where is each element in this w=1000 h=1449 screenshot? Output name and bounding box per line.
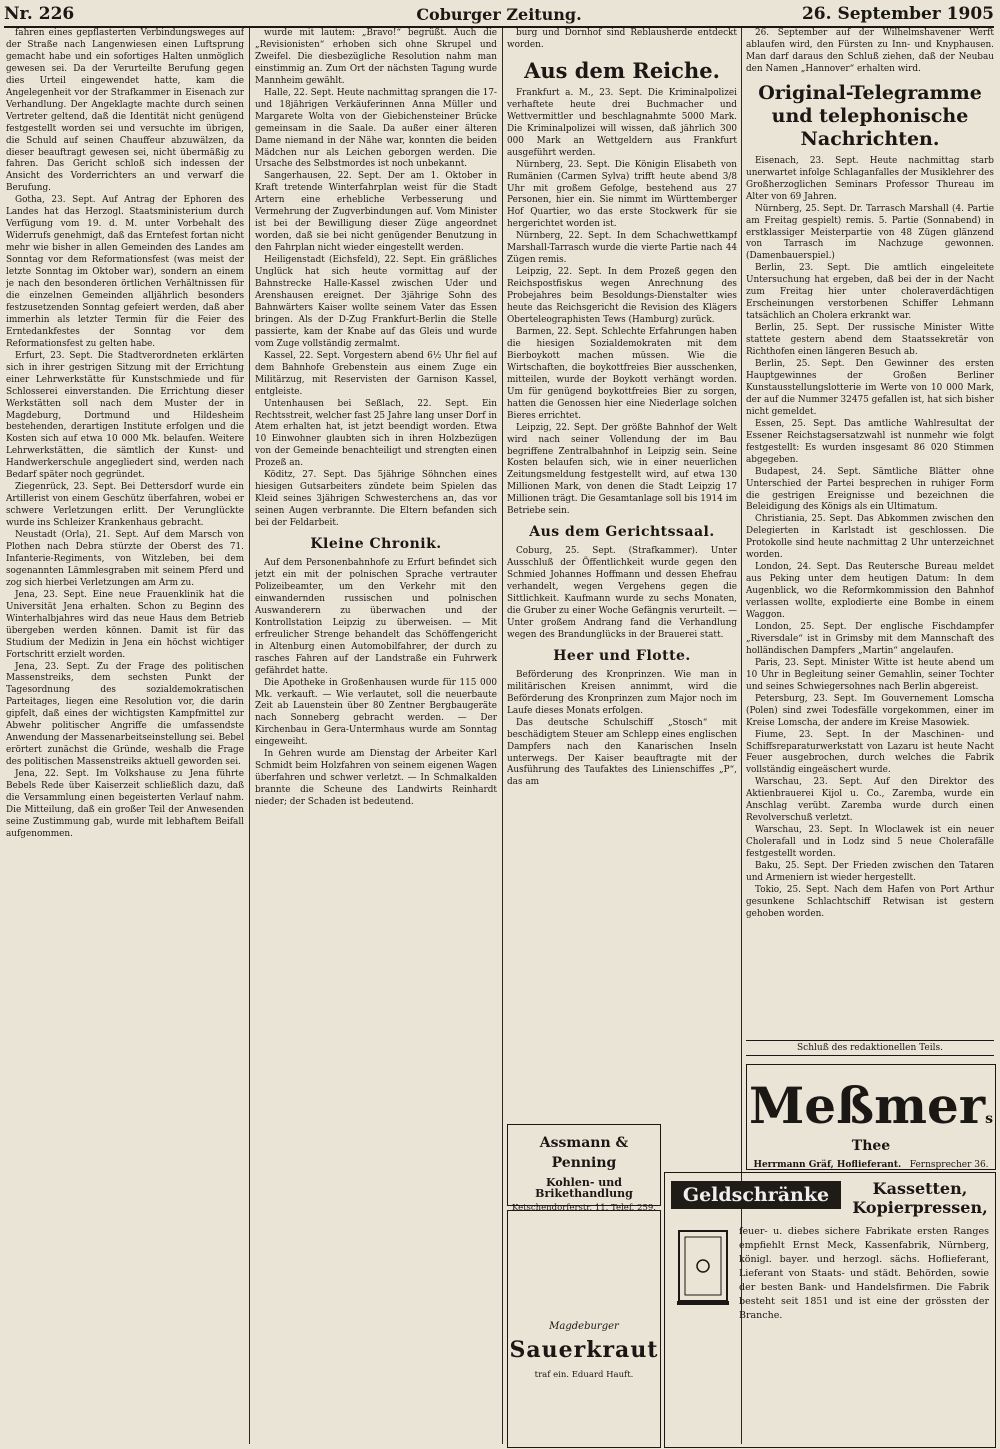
article-paragraph: burg und Dornhof sind Reblausherde entdeckt worden.: [507, 28, 737, 50]
ad-sauerkraut-line3: traf ein. Eduard Hauft.: [534, 1370, 634, 1380]
safe-icon: [673, 1221, 733, 1311]
section-heading-reiche: Aus dem Reiche.: [524, 57, 720, 83]
article-paragraph: Budapest, 24. Sept. Sämtliche Blätter ohne Unterschied der Partei besprechen in ruhiger Form die gestrigen Ereignisse und bezeichnen die Beleidigung des Königs als ein Ultimatum.: [746, 466, 994, 513]
article-paragraph: Essen, 25. Sept. Das amtliche Wahlresultat der Essener Reichstagsersatzwahl ist nunmehr wie folgt festgestellt: Es wurden insgesamt 86 020 Stimmen abgegeben.: [746, 418, 994, 465]
article-paragraph: Eisenach, 23. Sept. Heute nachmittag starb unerwartet infolge Schlaganfalles der Musiklehrer des Großherzoglichen Seminars Professor Thureau im Alter von 69 Jahren.: [746, 155, 994, 202]
article-paragraph: Petersburg, 23. Sept. Im Gouvernement Lomscha (Polen) sind zwei Todesfälle vorgekommen, einer im Kreise Lomscha, der andere im Kreise Masowiek.: [746, 693, 994, 728]
article-paragraph: Neustadt (Orla), 21. Sept. Auf dem Marsch von Plothen nach Debra stürzte der Oberst des 71. Infanterie-Regiments, von Witzleben, bei dem sogenannten Lämmlesgraben mit seinem Pferd und zog sich hierbei Verletzungen am Arm zu.: [6, 530, 244, 588]
ad-messmer-seller: Herrmann Gräf, Hoflieferant.: [753, 1160, 902, 1170]
ad-geldschraenke-text: feuer- u. diebes sichere Fabrikate ersten Ranges empfiehlt Ernst Meck, Kassenfabrik, Nürnberg, königl. bayer. und herzogl. sächs. Hoflieferant, Lieferant von Staats- und städt. Behörden, sowie der besten Bank- und Handelsfirmen. Die Fabrik besteht seit 1851 und ist eine der grössten der Branche.: [739, 1226, 989, 1321]
article-paragraph: Warschau, 23. Sept. In Wloclawek ist ein neuer Cholerafall und in Lodz sind 5 neue Cholerafälle festgestellt worden.: [746, 825, 994, 860]
editorial-end-text: Schluß des redaktionellen Teils.: [797, 1043, 943, 1053]
article-paragraph: Berlin, 23. Sept. Die amtlich eingeleitete Untersuchung hat ergeben, daß bei der in der Nacht zum Freitag hier unter choleraverdächtigen Erscheinungen verstorbenen Schiffer Lehmann tatsächlich an Cholera erkrankt war.: [746, 263, 994, 322]
article-paragraph: Das deutsche Schulschiff „Stosch“ mit beschädigtem Steuer am Schlepp eines englischen Dampfers nach den Kanarischen Inseln unterwegs. Der Kaiser beauftragte mit der Ausführung des Taufaktes des Linienschiffes „P“, das am: [507, 717, 737, 788]
article-paragraph: Jena, 23. Sept. Eine neue Frauenklinik hat die Universität Jena erhalten. Schon zu Beginn des Winterhalbjahres wird das neue Haus dem Betrieb übergeben werden können. Damit ist für das Studium der Medizin in Jena ein höchst wichtiger Fortschritt erzielt worden.: [6, 589, 244, 660]
column-4: [746, 28, 994, 1036]
column-2: [255, 28, 497, 1446]
article-paragraph: wurde mit lautem: „Bravo!“ begrüßt. Auch die „Revisionisten“ erhoben sich ohne Skrupel und Zweifel. Die diesbezügliche Resolution nahm man einstimmig an. Zum Ort der nächsten Tagung wurde Mannheim gewählt.: [255, 28, 497, 86]
ad-messmer-suffix: s Thee: [851, 1111, 994, 1154]
newspaper-title: Coburger Zeitung.: [416, 5, 582, 24]
article-paragraph: London, 25. Sept. Der englische Fischdampfer „Riversdale“ ist in Grimsby mit dem Mannschaft des holländischen Dampfers „Martin“ angelaufen.: [746, 621, 994, 656]
ad-geldschraenke-title: Geldschränke: [671, 1181, 841, 1209]
article-paragraph: Halle, 22. Sept. Heute nachmittag sprangen die 17- und 18jährigen Verkäuferinnen Anna Müller und Margarete Wolta von der Giebichensteiner Brücke gemeinsam in die Saale. Da außer einer älteren Dame niemand in der Nähe war, konnten die beiden Mädchen nur als Leichen geborgen werden. Die Ursache des Selbstmordes ist noch unbekannt.: [255, 87, 497, 170]
article-paragraph: Leipzig, 22. Sept. Der größte Bahnhof der Welt wird nach seiner Vollendung der im Bau begriffene Zentralbahnhof in Leipzig sein. Seine Kosten belaufen sich, wie in einer neuerlichen Zeitungsmeldung festgestellt wird, auf etwa 130 Millionen Mark, von denen die Stadt Leipzig 17 Millionen trägt. Die Gesamtanlage soll bis 1914 im Betriebe sein.: [507, 422, 737, 517]
article-paragraph: Baku, 25. Sept. Der Frieden zwischen den Tataren und Armeniern ist wieder hergestellt.: [746, 861, 994, 883]
ad-assmann-line2: Kohlen- und Brikethandlung: [535, 1176, 633, 1200]
article-paragraph: fahren eines gepflasterten Verbindungsweges auf der Straße nach Langenwiesen einen Luftsprung gemacht habe und ein sofortiges Halten unmöglich gewesen sei. Da der Verurteilte Berufung gegen dies Urteil eingewendet hatte, kam die Angelegenheit vor der Strafkammer in Eisenach zur Verhandlung. Der Angeklagte machte durch seinen Vertreter geltend, daß die Identität nicht genügend festgestellt worden sei und versuchte im übrigen, die Schuld auf seinen Chauffeur abzuwälzen, da dieser beauftragt gewesen sei, nicht übermäßig zu fahren. Das Gericht schloß sich indessen der Ansicht des Vorderrichters an und verwarf die Berufung.: [6, 28, 244, 194]
article-paragraph: Leipzig, 22. Sept. In dem Prozeß gegen den Reichspostfiskus wegen Anrechnung des Probejahres beim Besoldungs-Dienstalter wies heute das Reichsgericht die Revision des Klägers Oberteleographisten Tews (Hamburg) zurück.: [507, 267, 737, 326]
article-paragraph: Kassel, 22. Sept. Vorgestern abend 6½ Uhr fiel auf dem Bahnhofe Grebenstein aus einem Zuge ein Militärzug, mit Reservisten der Garnison Kassel, entgleiste.: [255, 350, 497, 397]
issue-number: Nr. 226: [4, 4, 75, 24]
article-paragraph: Heiligenstadt (Eichsfeld), 22. Sept. Ein gräßliches Unglück hat sich heute vormittag auf der Bahnstrecke Halle-Kassel zwischen Uder und Arenshausen ereignet. Der 3jährige Sohn des Bahnwärters Kaiser wollte seinem Vater das Essen bringen. Als der D-Zug Frankfurt-Berlin die Stelle passierte, kam der Knabe auf das Gleis und wurde vom Zuge vollständig zermalmt.: [255, 255, 497, 349]
article-paragraph: Nürnberg, 25. Sept. Dr. Tarrasch Marshall (4. Partie am Freitag gespielt) remis. 5. Partie (Sonnabend) in erstklassiger Meisterpartie von 48 Zügen glänzend von Tarrasch im Nachzuge gewonnen. (Damenbauerspiel.): [746, 203, 994, 262]
column-1: [6, 28, 244, 1446]
ad-geldschraenke-right1: Kassetten,: [872, 1179, 968, 1198]
section-heading-chronik: Kleine Chronik.: [310, 536, 442, 553]
article-paragraph: Paris, 23. Sept. Minister Witte ist heute abend um 10 Uhr in Begleitung seiner Gemahlin, seiner Tochter und seines Schwiegersohnes nach Berlin abgereist.: [746, 657, 994, 692]
article-paragraph: Coburg, 25. Sept. (Strafkammer). Unter Ausschluß der Öffentlichkeit wurde gegen den Schmied Johannes Hoffmann und dessen Ehefrau verhandelt, wegen Vergehens gegen die Sittlichkeit. Kaufmann wurde zu sechs Monaten, die Gruber zu einer Woche Gefängnis verurteilt. — Unter großem Andrang fand die Verhandlung wegen des Brandunglücks in der Brauerei statt.: [507, 546, 737, 640]
ad-geldschraenke: [664, 1172, 996, 1448]
article-paragraph: Berlin, 25. Sept. Den Gewinner des ersten Hauptgewinnes der Großen Berliner Kunstausstellungslotterie im Werte von 10 000 Mark, der auf die Nummer 32475 gefallen ist, hat sich bisher nicht gemeldet.: [746, 359, 994, 417]
article-paragraph: Nürnberg, 23. Sept. Die Königin Elisabeth von Rumänien (Carmen Sylva) trifft heute abend 3/8 Uhr mit großem Gefolge, bestehend aus 27 Personen, hier ein. Sie nimmt im Württemberger Hof Quartier, wo das erste Stockwerk für sie hergerichtet worden ist.: [507, 159, 737, 230]
divider: [746, 1040, 994, 1041]
ad-sauerkraut-line2: Sauerkraut: [509, 1337, 659, 1363]
article-paragraph: Jena, 23. Sept. Zu der Frage des politischen Massenstreiks, dem sechsten Punkt der Tagesordnung des sozialdemokratischen Parteitages, liegen eine Resolution vor, die darin gipfelt, daß eines der wichtigsten Kampfmittel zur Abwehr politischer Angriffe die umfassendste Anwendung der Massenarbeitseinstellung sei. Bebel erörtert zunächst die Gründe, weshalb die Frage des politischen Massenstreiks aktuell geworden sei.: [6, 661, 244, 768]
article-paragraph: Frankfurt a. M., 23. Sept. Die Kriminalpolizei verhaftete heute drei Buchmacher und Wettvermittler und beschlagnahmte 5000 Mark. Die Kriminalpolizei will wissen, daß jährlich 300 000 Mark an Wettgeldern aus Frankfurt ausgeführt werden.: [507, 87, 737, 158]
ad-messmer-phone: Fernsprecher 36.: [909, 1160, 989, 1170]
column-rule: [502, 28, 503, 1444]
column-3: [507, 28, 737, 1116]
article-paragraph: In Gehren wurde am Dienstag der Arbeiter Karl Schmidt beim Holzfahren von seinem eigenen Wagen überfahren und schwer verletzt. — In Schmalkalden brannte die Scheune des Landwirts Reinhardt nieder; der Schaden ist bedeutend.: [255, 749, 497, 808]
column-rule: [249, 28, 250, 1444]
article-paragraph: London, 24. Sept. Das Reutersche Bureau meldet aus Peking unter dem heutigen Datum: In dem Augenblick, wo die Reformkommission den Bahnhof verlassen wollte, explodierte eine Bombe in einem Waggon.: [746, 562, 994, 621]
ad-sauerkraut: [507, 1210, 661, 1448]
section-heading-gerichtssaal: Aus dem Gerichtssaal.: [529, 524, 715, 541]
article-paragraph: Die Apotheke in Großenhausen wurde für 115 000 Mk. verkauft. — Wie verlautet, soll die neuerbaute Zeit ab Lauenstein über 80 Zentner Bergbaugeräte nach Sonneberg gebracht werden. — Der Kirchenbau in Gera-Untermhaus wurde am Sonntag eingeweiht.: [255, 677, 497, 748]
article-paragraph: 26. September auf der Wilhelmshavener Werft ablaufen wird, den Fürsten zu Inn- und Knyphausen. Man darf daraus den Schluß ziehen, daß der Neubau den Namen „Hannover“ erhalten wird.: [746, 28, 994, 74]
article-paragraph: Sangerhausen, 22. Sept. Der am 1. Oktober in Kraft tretende Winterfahrplan weist für die Stadt Artern eine erhebliche Verbesserung und Vermehrung der Zugverbindungen auf. Vom Minister ist bei der Bewilligung dieser Züge angeordnet worden, daß sie bei nicht genügender Benutzung in den Fahrplan nicht wieder eingestellt werden.: [255, 171, 497, 254]
ad-assmann-name: Assmann & Penning: [539, 1135, 629, 1171]
issue-date: 26. September 1905: [801, 4, 994, 24]
ad-assmann-line3: Ketschendorferstr. 11. Telef. 259.: [511, 1203, 657, 1213]
article-paragraph: Erfurt, 23. Sept. Die Stadtverordneten erklärten sich in ihrer gestrigen Sitzung mit der Errichtung einer Lehrwerkstätte für Kunstschmiede und für Schlosserei einverstanden. Die Errichtung dieser Werkstätten soll nach dem Muster der in Magdeburg, Dortmund und Hildesheim bestehenden, derartigen Institute erfolgen und die Kosten sich auf etwa 10 000 Mk. belaufen. Weitere Lehrwerkstätten, die sämtlich der Kunst- und Handwerkerschule angegliedert sind, werden nach Bedarf später noch gegründet.: [6, 350, 244, 481]
article-paragraph: Tokio, 25. Sept. Nach dem Hafen von Port Arthur gesunkene Schlachtschiff Retwisan ist gestern gehoben worden.: [746, 884, 994, 919]
editorial-end-marker: [746, 1040, 994, 1056]
ad-messmer: [746, 1064, 996, 1170]
article-paragraph: Warschau, 23. Sept. Auf den Direktor des Aktienbrauerei Kijol u. Co., Zaremba, wurde ein Anschlag verübt. Zaremba wurde durch einen Revolverschuß verletzt.: [746, 777, 994, 824]
article-paragraph: Berlin, 25. Sept. Der russische Minister Witte stattete gestern abend dem Staatssekretär von Richthofen einen längeren Besuch ab.: [746, 323, 994, 358]
article-paragraph: Ziegenrück, 23. Sept. Bei Dettersdorf wurde ein Artillerist von einem Geschütz überfahren, wobei er schwere Verletzungen erlitt. Der Verunglückte wurde ins Schleizer Krankenhaus gebracht.: [6, 482, 244, 529]
article-paragraph: Untenhausen bei Seßlach, 22. Sept. Ein Rechtsstreit, welcher fast 25 Jahre lang unser Dorf in Atem erhalten hat, ist jetzt beendigt worden. Etwa 10 Einwohner glaubten sich in ihren Holzbezügen von der Gemeinde benachteiligt und strengten einen Prozeß an.: [255, 398, 497, 469]
article-paragraph: Köditz, 27. Sept. Das 5jährige Söhnchen eines hiesigen Gutsarbeiters zündete beim Spielen das Kleid seines 3jährigen Schwesterchens an, das vor seinen Augen verbrannte. Die Eltern befanden sich bei der Feldarbeit.: [255, 470, 497, 529]
article-paragraph: Auf dem Personenbahnhofe zu Erfurt befindet sich jetzt ein mit der polnischen Sprache vertrauter Polizeibeamter, um den Verkehr mit den einwandernden russischen und polnischen Auswanderern zu überwachen und der Kontrollstation Leipzig zu überweisen. — Mit erfreulicher Strenge behandelt das Schöffengericht in Altenburg einen Automobilfahrer, der durch zu rasches Fahren auf der Landstraße ein Fuhrwerk gefährdet hatte.: [255, 558, 497, 676]
section-heading-telegramme: Original-Telegramme und telephonische Nachrichten.: [758, 81, 982, 150]
article-paragraph: Christiania, 25. Sept. Das Abkommen zwischen den Delegierten in Karlstadt ist geschlossen. Die Protokolle sind heute nachmittag 2 Uhr unterzeichnet worden.: [746, 514, 994, 561]
divider: [746, 1055, 994, 1056]
ad-geldschraenke-right2: Kopierpressen,: [852, 1198, 988, 1217]
ad-assmann: [507, 1124, 661, 1213]
ad-sauerkraut-line1: Magdeburger: [549, 1321, 619, 1332]
article-paragraph: Gotha, 23. Sept. Auf Antrag der Ephoren des Landes hat das Herzogl. Staatsministerium durch Verfügung vom 19. d. M. unter Vorbehalt des Widerrufs genehmigt, daß das Erntefest fortan nicht mehr wie bisher in allen Gemeinden des Landes am Sonntag vor dem Reformationsfest (was meist der letzte Sonntag im Oktober war), sondern an einem je nach den besonderen örtlichen Verhältnissen für die einzelnen Gemeinden alljährlich besonders festzusetzenden Sonntag gefeiert werden, daß aber immerhin als letzter Termin für die Feier des Erntedankfestes der Sonntag vor dem Reformationsfest zu gelten habe.: [6, 195, 244, 349]
article-paragraph: Beförderung des Kronprinzen. Wie man in militärischen Kreisen annimmt, wird die Beförderung des Kronprinzen zum Major noch im Laufe dieses Monats erfolgen.: [507, 669, 737, 716]
article-paragraph: Jena, 22. Sept. Im Volkshause zu Jena führte Bebels Rede über Kaiserzeit schließlich dazu, daß die Versammlung einen begeisterten Verlauf nahm. Die Mitteilung, daß ein großer Teil der Anwesenden seine Zustimmung gab, wurde mit lebhaftem Beifall aufgenommen.: [6, 769, 244, 839]
ad-messmer-name: Meßmer: [748, 1076, 986, 1135]
article-paragraph: Barmen, 22. Sept. Schlechte Erfahrungen haben die hiesigen Sozialdemokraten mit dem Bierboykott machen müssen. Wie die Wirtschaften, die boykottfreies Bier ausschenken, mitteilen, wurde der Boykott verhängt worden. Um für genügend boykottfreies Bier zu sorgen, hatten die Genossen hier eine Niederlage solchen Bieres errichtet.: [507, 326, 737, 421]
section-heading-flotte: Heer und Flotte.: [553, 647, 691, 664]
masthead: [4, 4, 994, 28]
article-paragraph: Fiume, 23. Sept. In der Maschinen- und Schiffsreparaturwerkstatt von Lazaru ist heute Nacht Feuer ausgebrochen, durch welches die Fabrik vollständig eingeäschert wurde.: [746, 729, 994, 776]
article-paragraph: Nürnberg, 22. Sept. In dem Schachwettkampf Marshall-Tarrasch wurde die vierte Partie nach 44 Zügen remis.: [507, 231, 737, 266]
